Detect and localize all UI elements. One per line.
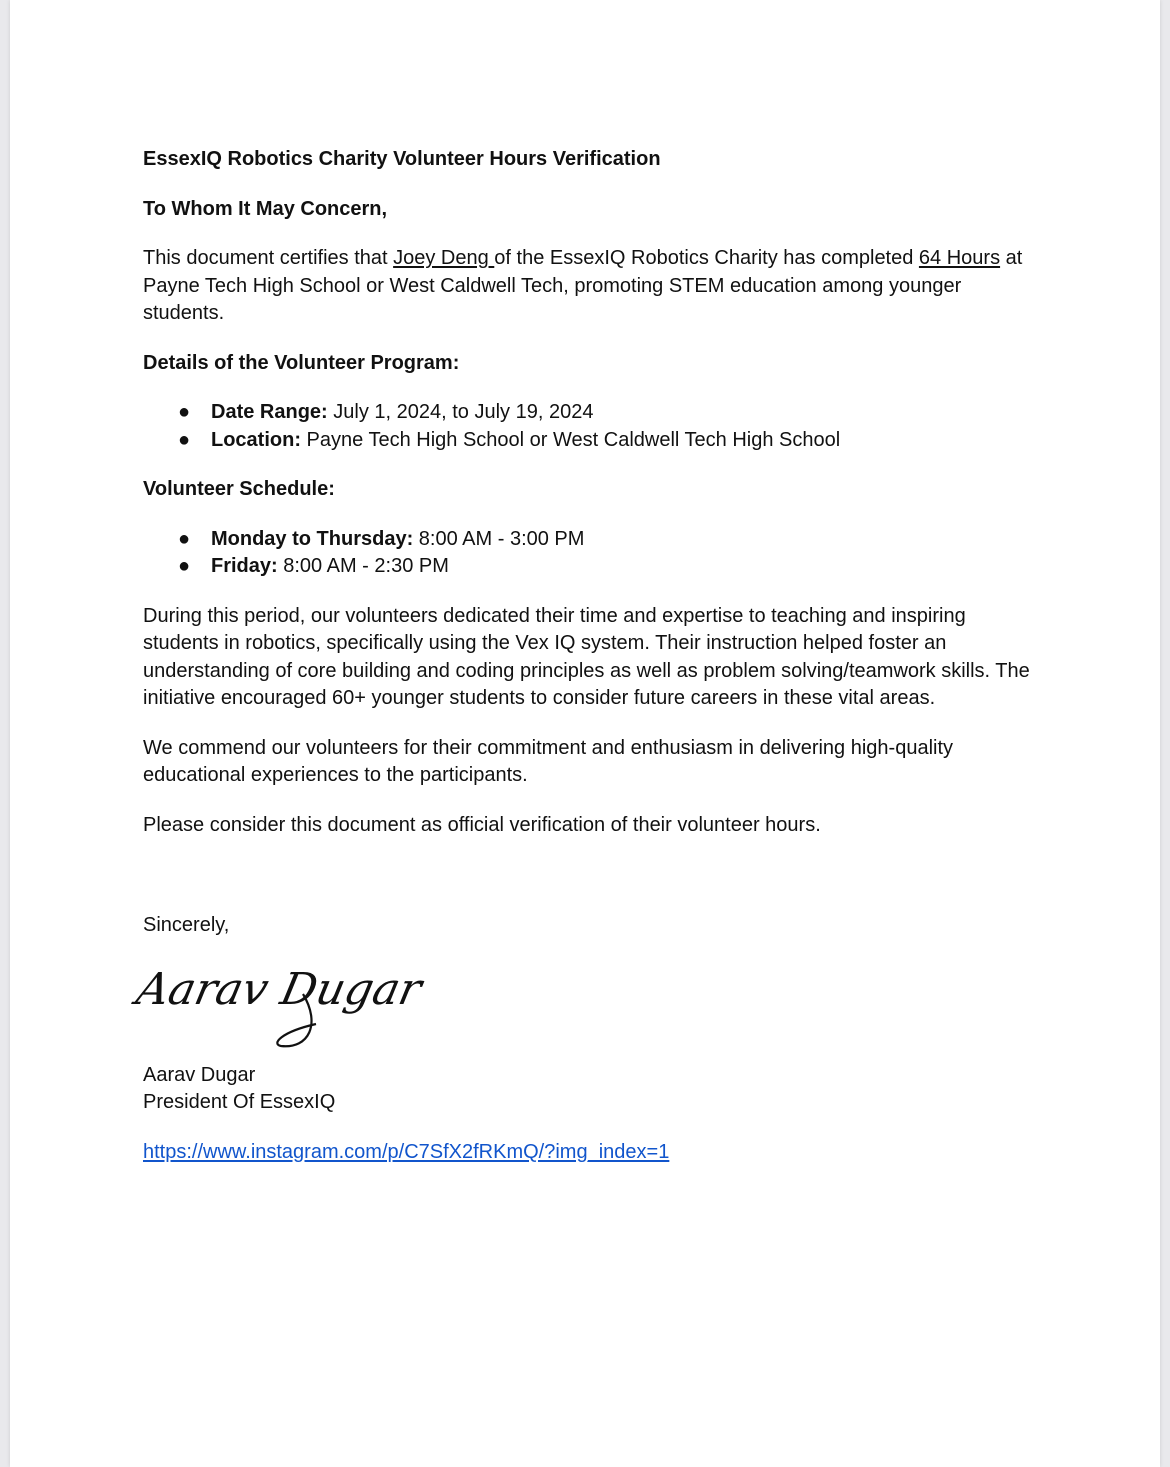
intro-paragraph: [143, 245, 1033, 328]
signer-title: President Of EssexIQ: [143, 1091, 336, 1113]
signature: [132, 954, 1033, 1056]
commend-paragraph: We commend our volunteers for their commitment and enthusiasm in delivering high-quality educational experiences to the participants.: [143, 736, 954, 786]
signature-ink: Aarav Dugar: [132, 963, 426, 1015]
intro-text-3: at Payne Tech High School or West Caldwell Tech, promoting STEM education among younger students.: [143, 247, 1023, 324]
bullet-icon: ●: [178, 527, 191, 550]
schedule-value: 8:00 AM - 3:00 PM: [413, 527, 585, 550]
bullet-icon: ●: [178, 555, 191, 577]
detail-value: Payne Tech High School or West Caldwell Tech High School: [301, 428, 841, 451]
instagram-link[interactable]: https://www.instagram.com/p/C7SfX2fRKmQ/?img_index=1: [143, 1140, 670, 1163]
period-paragraph: During this period, our volunteers dedicated their time and expertise to teaching and inspiring students in robotics, specifically using the Vex IQ system. Their instruction helped foster an understanding of core building and coding principles as well as problem solving/teamwork skills. The initiative encouraged 60+ younger students to consider future careers in these vital areas.: [143, 604, 1030, 709]
volunteer-name: Joey Deng: [393, 247, 495, 269]
instagram-link-line: [143, 1139, 1033, 1167]
detail-value: July 1, 2024, to July 19, 2024: [327, 401, 594, 423]
schedule-value: 8:00 AM - 2:30 PM: [277, 555, 449, 577]
details-list: [143, 399, 1033, 454]
list-item: [143, 526, 1033, 554]
detail-label: Location:: [211, 428, 301, 451]
detail-label: Date Range:: [211, 401, 328, 423]
bullet-icon: ●: [178, 401, 191, 423]
document-title: EssexIQ Robotics Charity Volunteer Hours Verification: [143, 148, 661, 170]
schedule-heading: Volunteer Schedule:: [143, 478, 335, 500]
list-item: [143, 399, 1033, 427]
intro-text-1: This document certifies that: [143, 247, 394, 269]
schedule-list: [143, 526, 1033, 581]
details-heading: Details of the Volunteer Program:: [143, 351, 460, 374]
volunteer-hours: 64 Hours: [918, 247, 1001, 269]
bullet-icon: ●: [178, 428, 191, 451]
salutation: To Whom It May Concern,: [143, 197, 388, 220]
list-item: [143, 427, 1033, 455]
document-body: [132, 146, 1033, 1166]
signer-name: Aarav Dugar: [143, 1063, 256, 1086]
schedule-label: Friday:: [211, 555, 278, 577]
schedule-label: Monday to Thursday:: [211, 527, 414, 550]
intro-text-2: of the EssexIQ Robotics Charity has completed: [494, 247, 919, 269]
list-item: [143, 553, 1033, 581]
official-paragraph: Please consider this document as official verification of their volunteer hours.: [143, 813, 821, 836]
closing: Sincerely,: [143, 914, 230, 936]
document-page: [10, 0, 1160, 1467]
signature-image: [131, 954, 431, 1056]
